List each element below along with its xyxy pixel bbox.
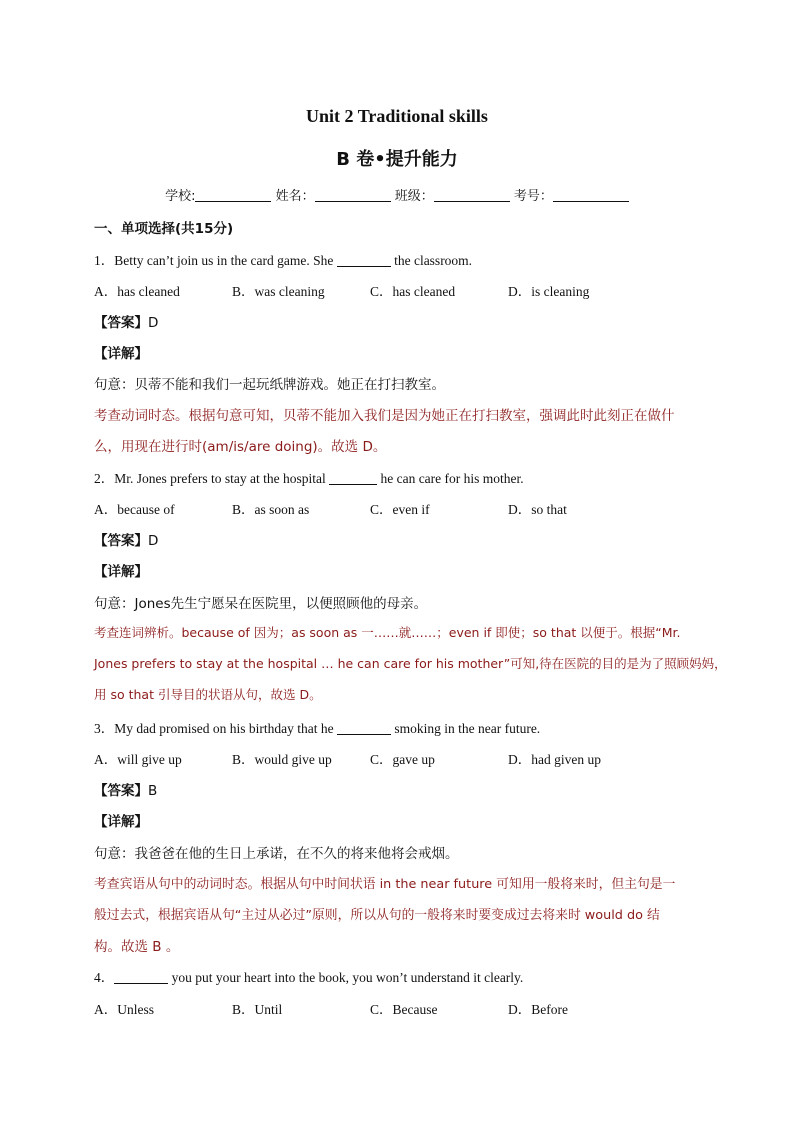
question-1-stem: 1．Betty can’t join us in the card game. She the classroom. [94, 253, 473, 268]
option-b: B．as soon as [232, 502, 310, 517]
class-label: 班级： [394, 189, 434, 204]
option-b: B．was cleaning [232, 284, 325, 299]
option-c: C．gave up [370, 752, 435, 767]
option-d: D．had given up [508, 752, 601, 767]
school-field[interactable] [195, 189, 271, 202]
section-heading: 一、单项选择(共15分) [94, 221, 234, 237]
question-1-meaning: 句意：贝蒂不能和我们一起玩纸牌游戏。她正在打扫教室。 [94, 377, 445, 393]
question-1-explain-2: 么，用现在进行时(am/is/are doing)。故选 D。 [94, 439, 387, 455]
document-title: Unit 2 Traditional skills [306, 106, 488, 126]
question-2-explain-3: 用 so that 引导目的状语从句，故选 D。 [94, 687, 322, 702]
option-d: D．Before [508, 1002, 568, 1017]
answer-blank [329, 472, 377, 485]
question-2-stem: 2．Mr. Jones prefers to stay at the hospital he can care for his mother. [94, 471, 524, 486]
exam-number-field[interactable] [553, 189, 629, 202]
question-2-meaning: 句意：Jones先生宁愿呆在医院里，以便照顾他的母亲。 [94, 596, 428, 612]
option-b: B．would give up [232, 752, 332, 767]
question-2-explain-2: Jones prefers to stay at the hospital … he can care for his mother”可知,待在医院的目的是为了照顾妈妈， [94, 656, 727, 671]
question-1-answer: 【答案】D [94, 315, 159, 331]
name-field[interactable] [315, 189, 391, 202]
question-3-explain-3: 构。故选 B 。 [94, 939, 180, 955]
question-2-answer: 【答案】D [94, 533, 159, 549]
option-d: D．so that [508, 502, 567, 517]
option-d: D．is cleaning [508, 284, 590, 299]
school-label: 学校: [165, 189, 196, 204]
option-a: A．has cleaned [94, 284, 180, 299]
name-label: 姓名： [275, 189, 315, 204]
option-a: A．Unless [94, 1002, 154, 1017]
class-field[interactable] [434, 189, 510, 202]
option-a: A．will give up [94, 752, 182, 767]
question-1-detail-label: 【详解】 [94, 346, 148, 362]
option-c: C．has cleaned [370, 284, 456, 299]
option-c: C．Because [370, 1002, 438, 1017]
student-info-line [0, 185, 794, 204]
question-3-explain-1: 考查宾语从句中的动词时态。根据从句中时间状语 in the near future 可知用一般将来时，但主句是一 [94, 877, 676, 892]
option-a: A．because of [94, 502, 175, 517]
option-b: B．Until [232, 1002, 283, 1017]
question-3-explain-2: 般过去式，根据宾语从句“主过从必过”原则，所以从句的一般将来时要变成过去将来时 would do 结 [94, 908, 660, 923]
question-1-explain-1: 考查动词时态。根据句意可知，贝蒂不能加入我们是因为她正在打扫教室，强调此时此刻正在做什 [94, 408, 675, 424]
question-3-answer: 【答案】B [94, 783, 158, 799]
answer-blank [114, 971, 168, 984]
question-3-meaning: 句意：我爸爸在他的生日上承诺，在不久的将来他将会戒烟。 [94, 846, 459, 862]
option-c: C．even if [370, 502, 430, 517]
question-2-explain-1: 考查连词辨析。because of 因为；as soon as 一……就……；even if 即使；so that 以便于。根据“Mr. [94, 625, 681, 640]
question-4-stem: 4． you put your heart into the book, you won’t understand it clearly. [94, 970, 524, 985]
question-2-detail-label: 【详解】 [94, 564, 148, 580]
answer-blank [337, 254, 391, 267]
question-3-detail-label: 【详解】 [94, 814, 148, 830]
question-3-stem: 3．My dad promised on his birthday that he smoking in the near future. [94, 721, 541, 736]
answer-blank [337, 722, 391, 735]
document-subtitle: B 卷•提升能力 [336, 149, 458, 170]
exam-number-label: 考号： [513, 189, 553, 204]
